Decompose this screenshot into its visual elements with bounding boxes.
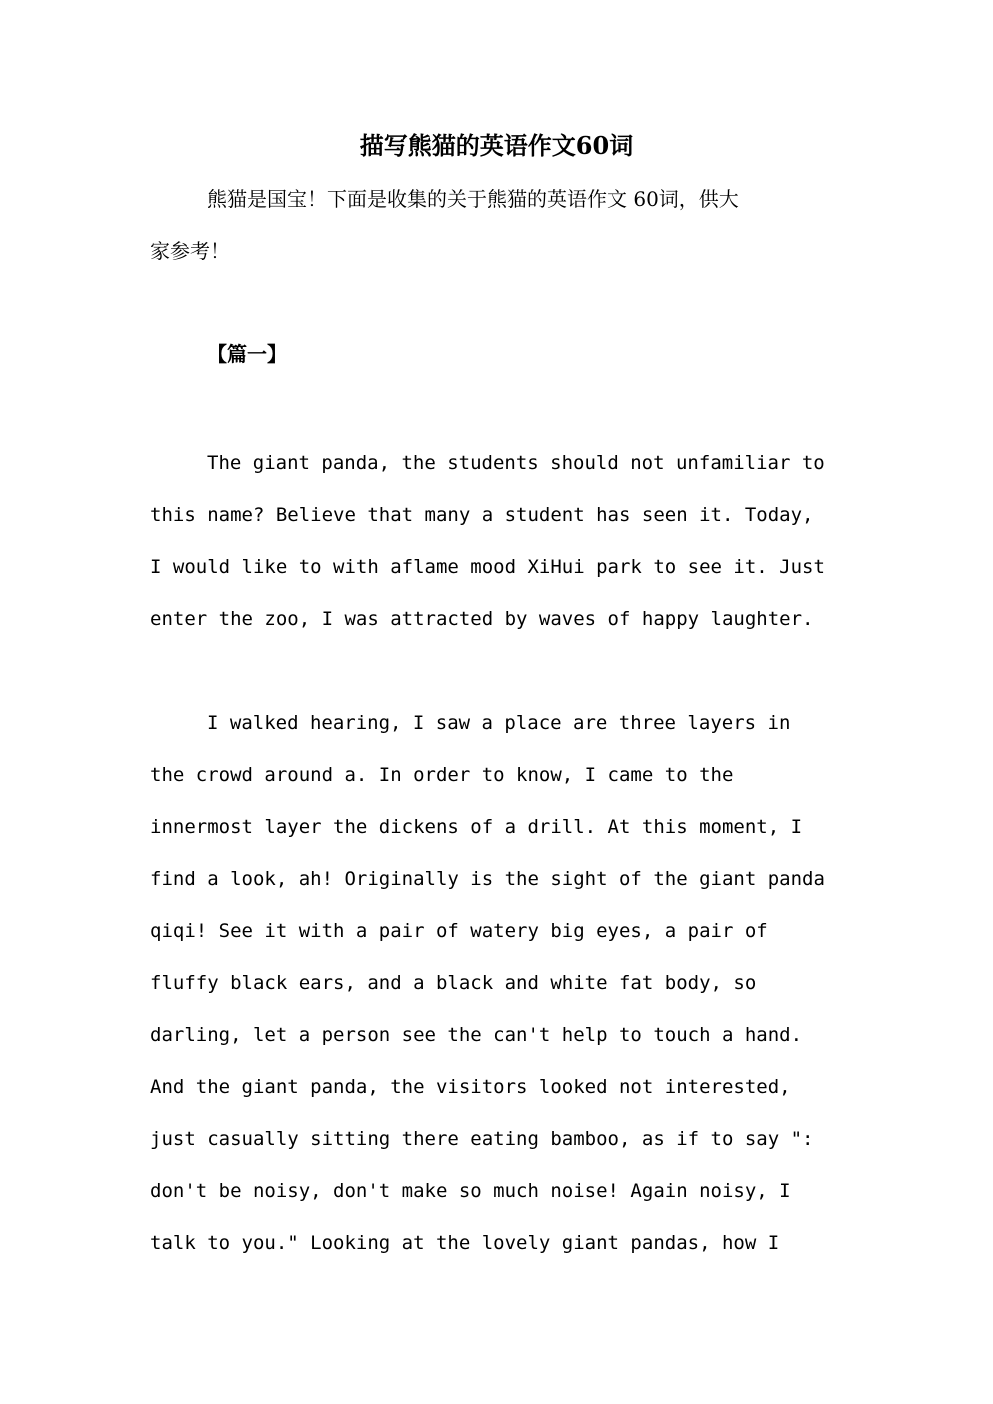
intro-line: 家参考！ bbox=[150, 239, 230, 263]
paragraph-line: this name? Believe that many a student has seen it. Today, bbox=[150, 504, 814, 526]
paragraph-line: enter the zoo, I was attracted by waves of happy laughter. bbox=[150, 608, 814, 630]
paragraph-line: I would like to with aflame mood XiHui park to see it. Just bbox=[150, 556, 825, 578]
paragraph-line: fluffy black ears, and a black and white fat body, so bbox=[150, 972, 757, 994]
paragraph-line: innermost layer the dickens of a drill. At this moment, I bbox=[150, 816, 803, 838]
paragraph-line: the crowd around a. In order to know, I came to the bbox=[150, 764, 734, 786]
paragraph-line: I walked hearing, I saw a place are three layers in bbox=[207, 712, 791, 734]
paragraph-line: And the giant panda, the visitors looked not interested, bbox=[150, 1076, 791, 1098]
intro-line: 熊猫是国宝！下面是收集的关于熊猫的英语作文 60词，供大 bbox=[207, 187, 739, 211]
section-heading: 【篇一】 bbox=[207, 342, 287, 366]
paragraph-line: darling, let a person see the can't help to touch a hand. bbox=[150, 1024, 803, 1046]
paragraph-line: talk to you." Looking at the lovely giant pandas, how I bbox=[150, 1232, 780, 1254]
paragraph-line: don't be noisy, don't make so much noise! Again noisy, I bbox=[150, 1180, 791, 1202]
document-title: 描写熊猫的英语作文60词 bbox=[359, 131, 634, 160]
paragraph-line: just casually sitting there eating bamboo, as if to say ": bbox=[150, 1128, 814, 1150]
paragraph-line: find a look, ah! Originally is the sight of the giant panda bbox=[150, 868, 825, 890]
paragraph-line: qiqi! See it with a pair of watery big eyes, a pair of bbox=[150, 920, 768, 942]
paragraph-line: The giant panda, the students should not unfamiliar to bbox=[207, 452, 825, 474]
